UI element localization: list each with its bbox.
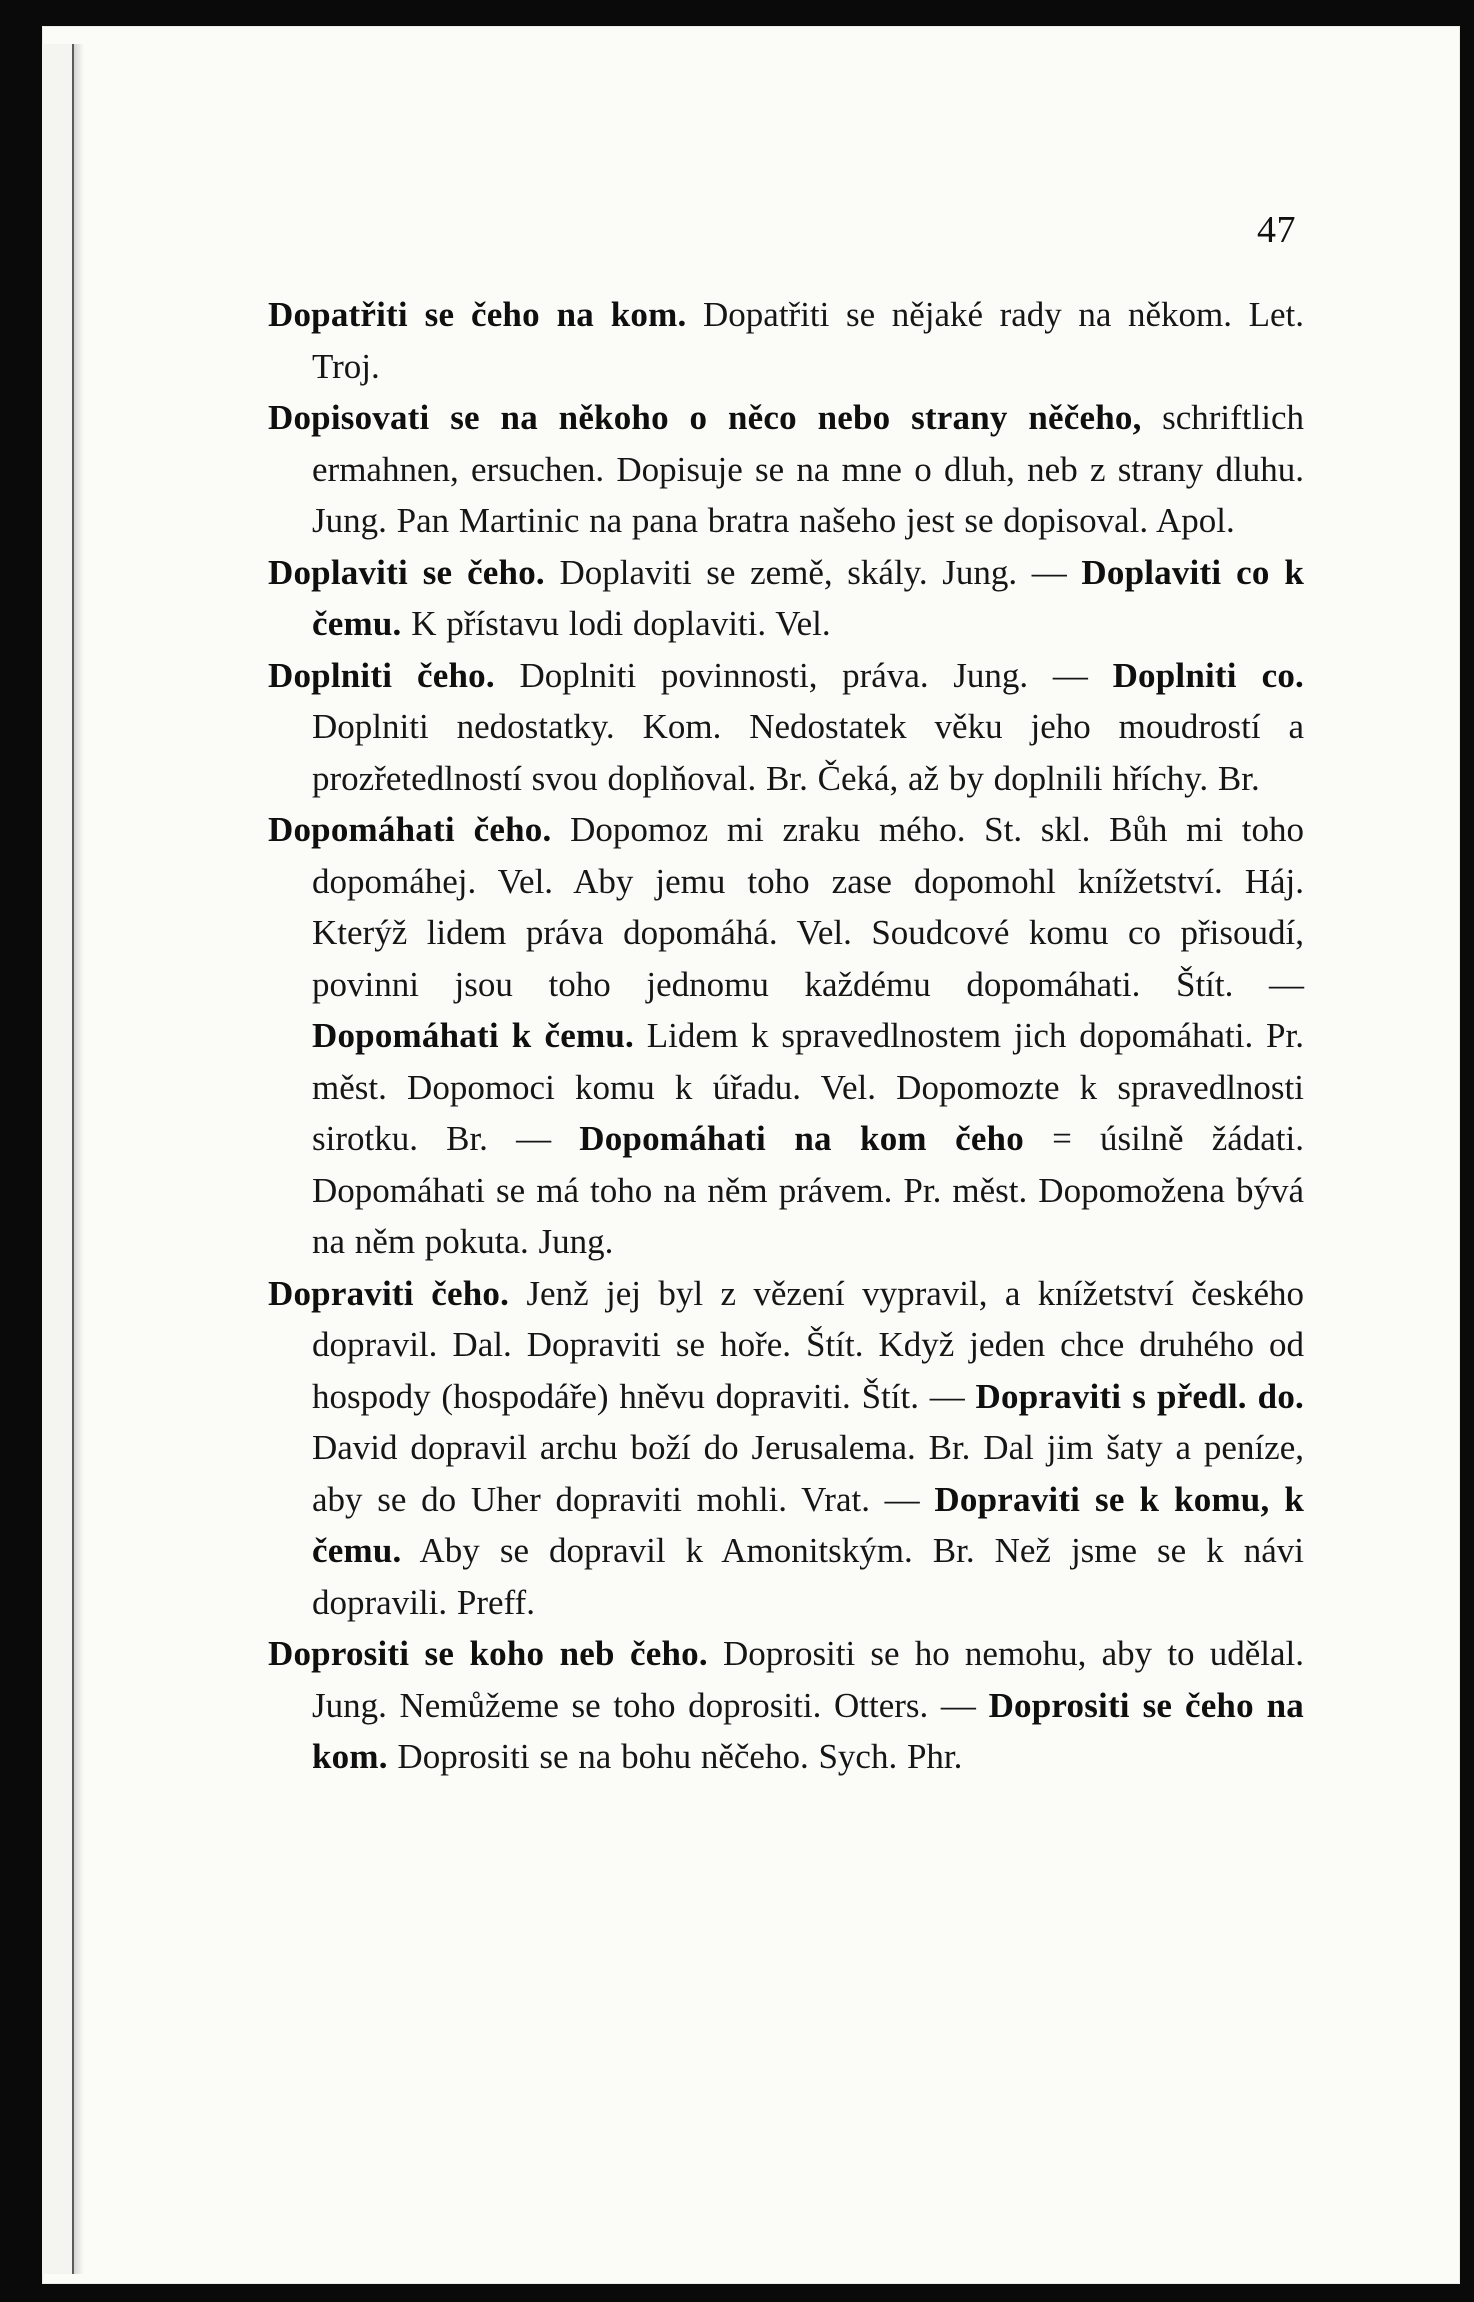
entry-text: Doprositi se na bohu něčeho. Sych. Phr. [387,1737,963,1776]
entry-text: schriftlich ermahnen, ersuchen. Dopisuje se na mne o dluh, neb z strany dluhu. Jung. Pan Martinic na pana bratra našeho jest se dopisoval. Apol. [312,398,1305,540]
dictionary-entries [268,289,1304,1783]
headword: Dopisovati se na někoho o něco nebo strany něčeho, [268,398,1142,437]
subheadword: Dopomáhati na kom čeho [579,1119,1024,1158]
entry-text: Dopomoz mi zraku mého. St. skl. Bůh mi toho dopomáhej. Vel. Aby jemu toho zase dopomohl knížetství. Háj. Kterýž lidem práva dopomáhá. Vel. Soudcové komu co přisoudí, povinni jsou toho jednomu každému dopomáhati. Štít. — [312,810,1304,1004]
headword: Doprositi se koho neb čeho. [268,1634,708,1673]
headword: Doplniti čeho. [268,655,495,695]
entry-text: Jenž jej byl z vězení vypravil, a knížetství českého dopravil. Dal. Dopraviti se hoře. Štít. Když jeden chce druhého od hospody (hospodáře) hněvu dopraviti. Štít. — [312,1273,1304,1416]
dictionary-entry [268,804,1304,1268]
subheadword: Dopraviti se k komu, k čemu. [312,1479,1305,1570]
book-page [42,26,1460,2284]
entry-text: David dopravil archu boží do Jerusalema. Br. Dal jim šaty a peníze, aby se do Uher dopraviti mohli. Vrat. — [312,1428,1304,1519]
page-left-margin-strip [42,44,74,2274]
entry-text: Aby se dopravil k Amonitským. Br. Než jsme se k návi dopravili. Preff. [312,1531,1304,1622]
headword: Dopraviti čeho. [268,1273,510,1313]
page-number: 47 [1257,209,1296,251]
entry-text: Doprositi se ho nemohu, aby to udělal. Jung. Nemůžeme se toho doprositi. Otters. — [312,1634,1304,1725]
entry-text: = úsilně žádati. Dopomáhati se má toho na něm právem. Pr. měst. Dopomožena bývá na něm pokuta. Jung. [312,1119,1305,1261]
binding-shadow [72,44,84,2274]
entry-text: Lidem k spravedlnostem jich dopomáhati. Pr. měst. Dopomoci komu k úřadu. Vel. Dopomozte k spravedlnosti sirotku. Br. — [312,1016,1304,1158]
subheadword: Dopomáhati k čemu. [312,1016,634,1055]
dictionary-entry [268,392,1304,547]
dictionary-entry [268,289,1304,392]
entry-text: K přístavu lodi doplaviti. Vel. [401,604,831,643]
headword: Doplaviti se čeho. [268,552,545,592]
subheadword: Dopraviti s předl. do. [975,1376,1305,1416]
entry-text: Doplniti nedostatky. Kom. Nedostatek věku jeho moudrostí a prozřetedlností svou doplňoval. Br. Čeká, až by doplnili hříchy. Br. [312,707,1304,798]
dictionary-entry [268,1268,1304,1629]
headword: Dopomáhati čeho. [268,810,552,849]
dictionary-entry [268,547,1304,650]
headword: Dopatřiti se čeho na kom. [268,295,687,334]
entry-text: Dopatřiti se nějaké rady na někom. Let. Troj. [312,295,1305,386]
subheadword: Doprositi se čeho na kom. [312,1685,1304,1776]
entry-text: Doplniti povinnosti, práva. Jung. — [494,655,1113,695]
entry-text: Doplaviti se země, skály. Jung. — [544,552,1082,592]
dictionary-entry [268,1628,1304,1783]
subheadword: Doplaviti co k čemu. [312,552,1305,643]
subheadword: Doplniti co. [1112,655,1304,695]
dictionary-entry [268,650,1304,805]
